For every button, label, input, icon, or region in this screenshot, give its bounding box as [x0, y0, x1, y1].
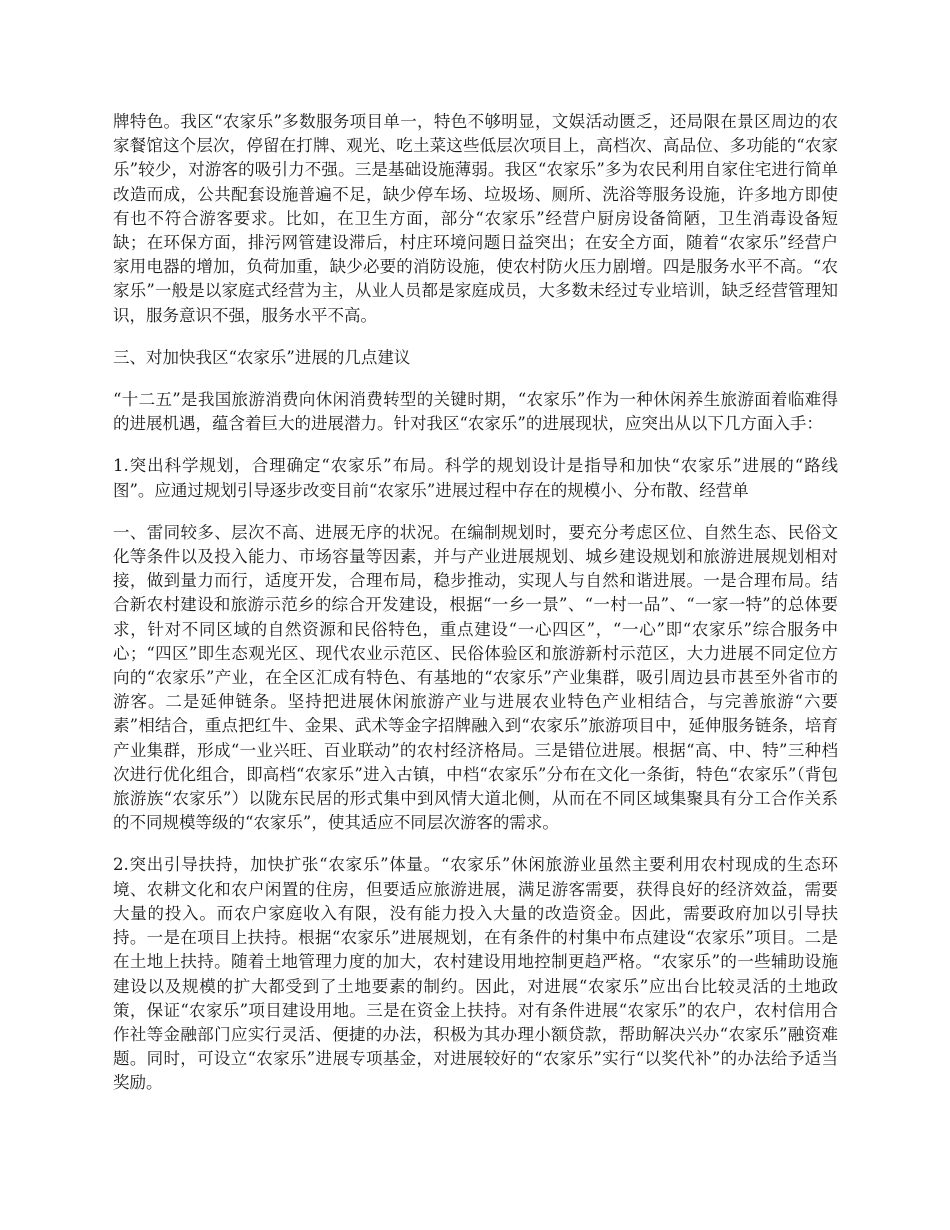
section-heading-suggestions: 三、对加快我区“农家乐”进展的几点建议	[113, 347, 411, 367]
document-page	[113, 110, 838, 1114]
paragraph-intro: “十二五”是我国旅游消费向休闲消费转型的关键时期，“农家乐”作为一种休闲养生旅游面着临难得的进展机遇，蕴含着巨大的进展潜力。针对我区“农家乐”的进展现状，应突出从以下几方面入手：	[113, 390, 838, 434]
paragraph-planning: 1.突出科学规划，合理确定“农家乐”布局。科学的规划设计是指导和加快“农家乐”进展的“路线图”。应通过规划引导逐步改变目前“农家乐”进展过程中存在的规模小、分布散、经营单	[113, 456, 838, 500]
paragraph-layout: 一、雷同较多、层次不高、进展无序的状况。在编制规划时，要充分考虑区位、自然生态、民俗文化等条件以及投入能力、市场容量等因素，并与产业进展规划、城乡建设规划和旅游进展规划相对接，做到量力而行，适度开发，合理布局，稳步推动，实现人与自然和谐进展。一是合理布局。结合新农村建设和旅游示范乡的综合开发建设，根据“一乡一景”、“一村一品”、“一家一特”的总体要求，针对不同区域的自然资源和民俗特色，重点建设“一心四区”，“一心”即“农家乐”综合服务中心；“四区”即生态观光区、现代农业示范区、民俗体验区和旅游新村示范区，大力进展不同定位方向的“农家乐”产业，在全区汇成有特色、有基地的“农家乐”产业集群，吸引周边县市甚至外省市的游客。二是延伸链条。坚持把进展休闲旅游产业与进展农业特色产业相结合，与完善旅游“六要素”相结合，重点把红牛、金果、武术等金字招牌融入到“农家乐”旅游项目中，延伸服务链条，培育产业集群，形成“一业兴旺、百业联动”的农村经济格局。三是错位进展。根据“高、中、特”三种档次进行优化组合，即高档“农家乐”进入古镇，中档“农家乐”分布在文化一条街，特色“农家乐”（背包旅游族“农家乐”）以陇东民居的形式集中到风情大道北侧，从而在不同区域集聚具有分工合作关系的不同规模等级的“农家乐”，使其适应不同层次游客的需求。	[113, 522, 838, 833]
paragraph-infrastructure: 牌特色。我区“农家乐”多数服务项目单一，特色不够明显，文娱活动匮乏，还局限在景区周边的农家餐馆这个层次，停留在打牌、观光、吃土菜这些低层次项目上，高档次、高品位、多功能的“农家乐”较少，对游客的吸引力不强。三是基础设施薄弱。我区“农家乐”多为农民利用自家住宅进行简单改造而成，公共配套设施普遍不足，缺少停车场、垃圾场、厕所、洗浴等服务设施，许多地方即使有也不符合游客要求。比如，在卫生方面，部分“农家乐”经营户厨房设备简陋，卫生消毒设备短缺；在环保方面，排污网管建设滞后，村庄环境问题日益突出；在安全方面，随着“农家乐”经营户家用电器的增加，负荷加重，缺少必要的消防设施，使农村防火压力剧增。四是服务水平不高。“农家乐”一般是以家庭式经营为主，从业人员都是家庭成员，大多数未经过专业培训，缺乏经营管理知识，服务意识不强，服务水平不高。	[113, 112, 838, 325]
paragraph-support: 2.突出引导扶持，加快扩张“农家乐”体量。“农家乐”休闲旅游业虽然主要利用农村现成的生态环境、农耕文化和农户闲置的住房，但要适应旅游进展，满足游客需要，获得良好的经济效益，需要大量的投入。而农户家庭收入有限，没有能力投入大量的改造资金。因此，需要政府加以引导扶持。一是在项目上扶持。根据“农家乐”进展规划，在有条件的村集中布点建设“农家乐”项目。二是在土地上扶持。随着土地管理力度的加大，农村建设用地控制更趋严格。“农家乐”的一些辅助设施建设以及规模的扩大都受到了土地要素的制约。因此，对进展“农家乐”应出台比较灵活的土地政策，保证“农家乐”项目建设用地。三是在资金上扶持。对有条件进展“农家乐”的农户，农村信用合作社等金融部门应实行灵活、便捷的办法，积极为其办理小额贷款，帮助解决兴办“农家乐”融资难题。同时，可设立“农家乐”进展专项基金，对进展较好的“农家乐”实行“以奖代补”的办法给予适当奖励。	[113, 855, 838, 1093]
